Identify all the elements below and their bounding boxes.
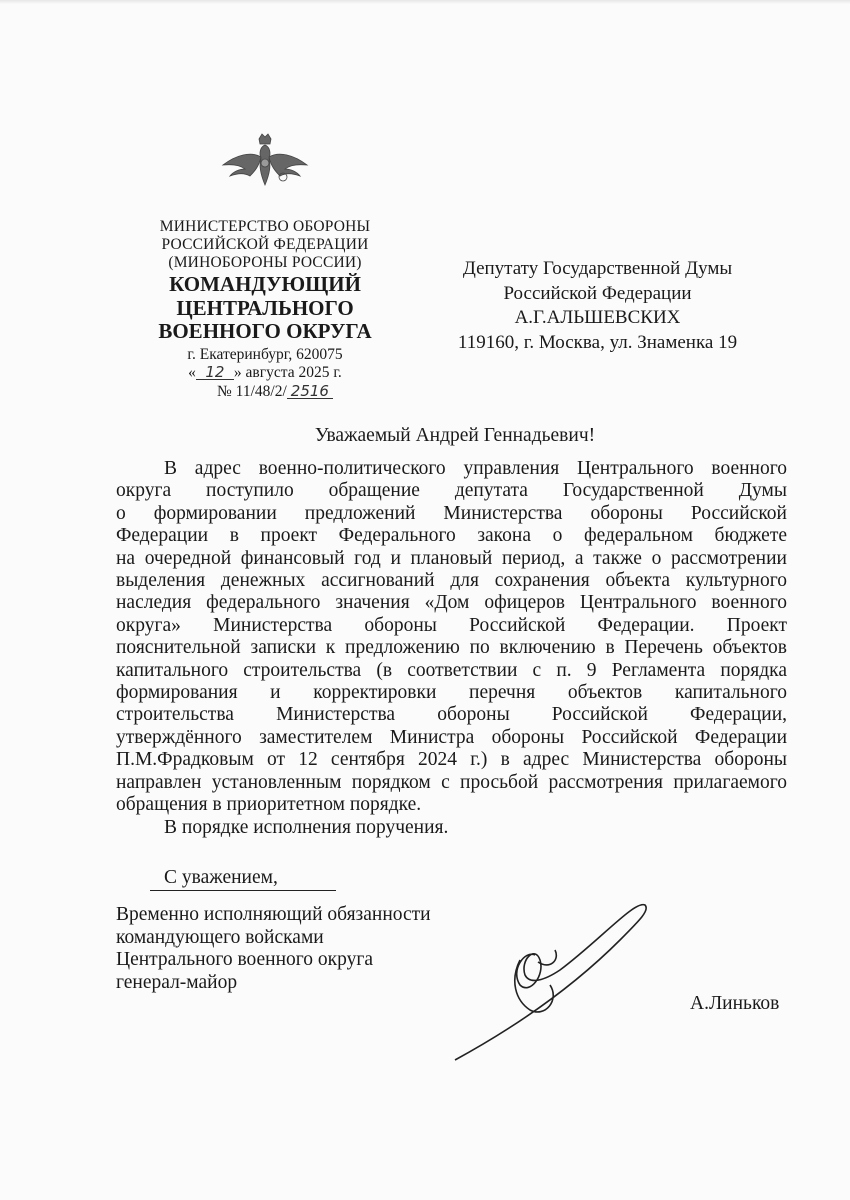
body-line: пояснительной записки к предложению по включению в Перечень объектов [116,637,787,659]
body-line: на очередной финансовый год и плановый период, а также о рассмотрении [116,547,787,569]
handwritten-signature [450,900,670,1065]
signatory-name: А.Линьков [690,993,780,1014]
body-line: выделения денежных ассигнований для сохранения объекта культурного [116,570,787,592]
body-line: направлен установленным порядком с просьбой рассмотрения прилагаемого [116,771,787,793]
handwritten-number: 2516 [287,384,333,399]
body-line: В адрес военно-политического управления Центрального военного [164,458,787,479]
body-line: наследия федерального значения «Дом офицеров Центрального военного [116,592,787,614]
commander-title: ВОЕННОГО ОКРУГА [158,319,372,343]
signatory-line: Временно исполняющий обязанности [116,904,431,925]
ministry-line: МИНИСТЕРСТВО ОБОРОНЫ [159,218,371,235]
regards: С уважением, [150,866,336,891]
city: г. Екатеринбург, 620075 [187,345,343,363]
handwritten-day: 12 [196,365,234,380]
body-line: П.М.Фрадковым от 12 сентября 2024 г.) в адрес Министерства обороны [116,749,787,771]
signatory-rank: генерал-майор [116,971,238,993]
body-line: о формировании предложений Министерства обороны Российской [116,502,787,524]
body-line: Федерации в проект Федерального закона о федеральном бюджете [116,525,787,547]
letter-body [116,458,787,839]
scan-edge [0,0,850,4]
addressee-address: 119160, г. Москва, ул. Знаменка 19 [457,331,738,353]
date-suffix: » августа 2025 г. [233,364,342,381]
ministry-line: РОССИЙСКОЙ ФЕДЕРАЦИИ [161,236,369,253]
addressee-line: Российской Федерации [503,282,692,304]
emblem-eagle-icon [215,133,315,195]
addressee-block [420,257,775,355]
body-line: утверждённого заместителем Министра обороны Российской Федерации [116,726,787,748]
letter-date [135,364,395,383]
letter-number [135,383,395,402]
salutation: Уважаемый Андрей Геннадьевич! [314,425,596,446]
closing-paragraph: В порядке исполнения поручения. [164,816,449,838]
ministry-line: (МИНОБОРОНЫ РОССИИ) [168,254,362,271]
body-line: округа поступило обращение депутата Государственной Думы [116,480,787,502]
addressee-name: А.Г.АЛЬШЕВСКИХ [514,307,681,328]
signatory-line: Центрального военного округа [116,949,374,970]
signatory-block [116,904,431,994]
commander-title: ЦЕНТРАЛЬНОГО [176,295,354,320]
body-line: строительства Министерства обороны Российской Федерации, [116,704,787,726]
body-line: обращения в приоритетном порядке. [116,794,422,816]
date-prefix: « [188,364,196,381]
number-prefix: № 11/48/2/ [217,382,287,400]
body-line: формирования и корректировки перечня объектов капитального [116,682,787,704]
body-line: округа» Министерства обороны Российской Федерации. Проект [116,614,787,636]
sender-block [135,218,395,401]
commander-title: КОМАНДУЮЩИЙ [169,272,361,296]
addressee-line: Депутату Государственной Думы [462,258,733,279]
signatory-line: командующего войсками [116,926,324,948]
body-line: капитального строительства (в соответствии с п. 9 Регламента порядка [116,659,787,681]
